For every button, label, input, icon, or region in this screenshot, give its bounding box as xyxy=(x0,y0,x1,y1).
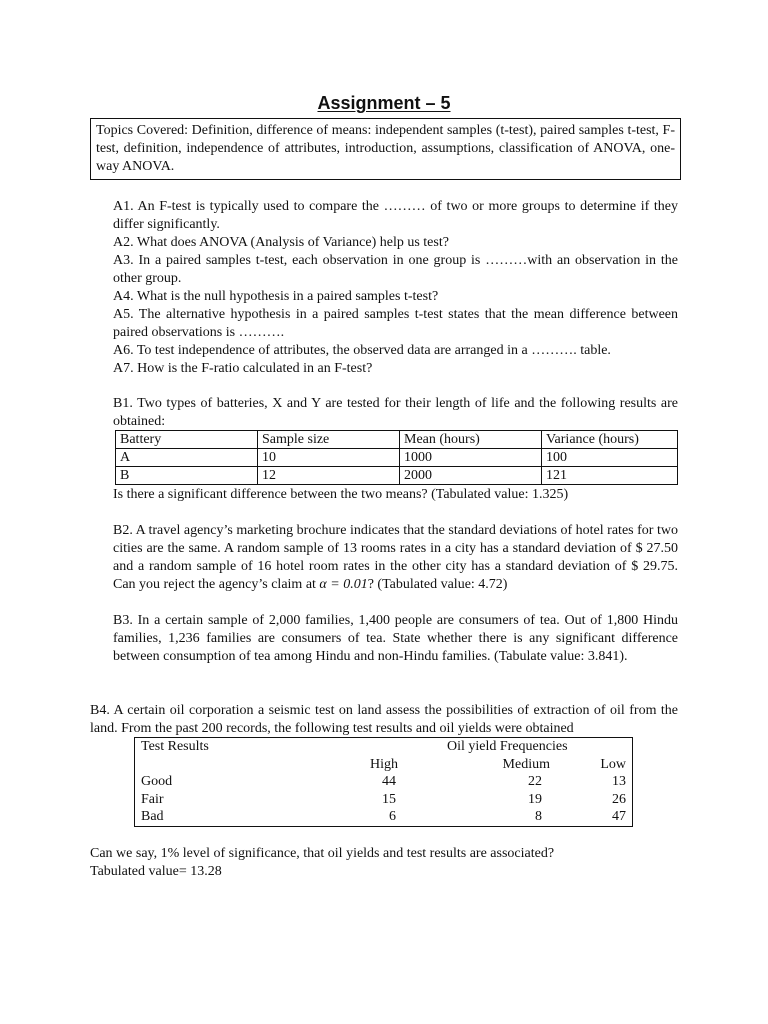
table-group-header: Oil yield Frequencies xyxy=(447,739,568,755)
table-header-cell: Variance (hours) xyxy=(542,431,678,449)
table-row xyxy=(135,791,633,809)
oil-yield-table xyxy=(134,737,633,827)
table-cell: 8 xyxy=(535,809,542,825)
table-cell: 10 xyxy=(258,449,400,467)
question-b2 xyxy=(113,522,678,594)
question-a3: A3. In a paired samples t-test, each observation in one group is ………with an observation in the other group. xyxy=(113,253,678,286)
question-b1-text: Is there a significant difference between the two means? (Tabulated value: 1.325) xyxy=(113,487,569,502)
alpha-value: α = 0.01 xyxy=(319,577,368,592)
question-b1-intro: B1. Two types of batteries, X and Y are tested for their length of life and the following results are obtained: xyxy=(113,396,678,429)
section-a-questions xyxy=(113,198,678,378)
question-a1: A1. An F-test is typically used to compare the ……… of two or more groups to determine if they differ significantly. xyxy=(113,199,678,232)
table-header-cell: Mean (hours) xyxy=(400,431,542,449)
question-b2-text-before: B2. A travel agency’s marketing brochure indicates that the standard deviations of hotel rates for two cities are the same. A random sample of 13 rooms rates in a city has a standard deviation of $ 27.50 and a random sample of 16 hotel room rates in the other city has a standard deviation of $ 29.75. Can you reject the agency’s claim at xyxy=(113,523,678,592)
battery-table xyxy=(115,430,678,485)
table-cell: 47 xyxy=(612,809,626,825)
question-b4-text xyxy=(90,845,678,881)
table-row xyxy=(135,773,633,791)
question-b4-tabulated: Tabulated value= 13.28 xyxy=(90,864,222,879)
table-subheader-row xyxy=(135,756,633,774)
table-header-row xyxy=(135,738,633,756)
question-b4-intro: B4. A certain oil corporation a seismic test on land assess the possibilities of extraction of oil from the land. From the past 200 records, the following test results and oil yields were obtained xyxy=(90,703,678,736)
question-b2-text-after: ? (Tabulated value: 4.72) xyxy=(367,577,508,592)
question-a6: A6. To test independence of attributes, the observed data are arranged in a ………. table. xyxy=(113,343,611,358)
table-row xyxy=(116,449,678,467)
table-header-cell: Sample size xyxy=(258,431,400,449)
topics-box: Topics Covered: Definition, difference of means: independent samples (t-test), paired samples t-test, F-test, definition, independence of attributes, introduction, assumptions, classification of ANOVA, one-way ANOVA. xyxy=(90,118,681,180)
table-row xyxy=(135,808,633,826)
question-b4-question: Can we say, 1% level of significance, that oil yields and test results are associated? xyxy=(90,846,555,861)
page-title: Assignment – 5 xyxy=(317,93,451,113)
table-cell: B xyxy=(116,467,258,485)
question-a5: A5. The alternative hypothesis in a paired samples t-test states that the mean difference between paired observations is ………. xyxy=(113,307,678,340)
table-header-cell: Low xyxy=(600,756,626,772)
table-cell: 121 xyxy=(542,467,678,485)
table-cell: 6 xyxy=(389,809,396,825)
table-header-row xyxy=(116,431,678,449)
table-cell: 2000 xyxy=(400,467,542,485)
question-a2: A2. What does ANOVA (Analysis of Variance) help us test? xyxy=(113,235,449,250)
table-header-cell: Medium xyxy=(502,756,550,772)
table-cell: A xyxy=(116,449,258,467)
table-row-label: Bad xyxy=(141,809,164,825)
question-a4: A4. What is the null hypothesis in a paired samples t-test? xyxy=(113,289,439,304)
table-blank-cell xyxy=(135,756,298,774)
table-cell: 22 xyxy=(528,774,542,790)
table-cell: 1000 xyxy=(400,449,542,467)
table-cell: 13 xyxy=(612,774,626,790)
table-header-cell: Battery xyxy=(116,431,258,449)
question-b3: B3. In a certain sample of 2,000 families, 1,400 people are consumers of tea. Out of 1,800 Hindu families, 1,236 families are consumers of tea. State whether there is any significant difference between consumption of tea among Hindu and non-Hindu families. (Tabulate value: 3.841). xyxy=(113,613,678,664)
table-cell: 26 xyxy=(612,791,626,807)
table-cell: 19 xyxy=(528,791,542,807)
table-row-label: Fair xyxy=(141,791,164,807)
table-row xyxy=(116,467,678,485)
table-cell: 44 xyxy=(382,774,396,790)
table-header-cell: High xyxy=(370,756,398,772)
question-a7: A7. How is the F-ratio calculated in an F-test? xyxy=(113,361,373,376)
table-cell: 15 xyxy=(382,791,396,807)
table-header-cell: Test Results xyxy=(141,739,209,755)
table-row-label: Good xyxy=(141,774,173,790)
table-cell: 100 xyxy=(542,449,678,467)
table-cell: 12 xyxy=(258,467,400,485)
